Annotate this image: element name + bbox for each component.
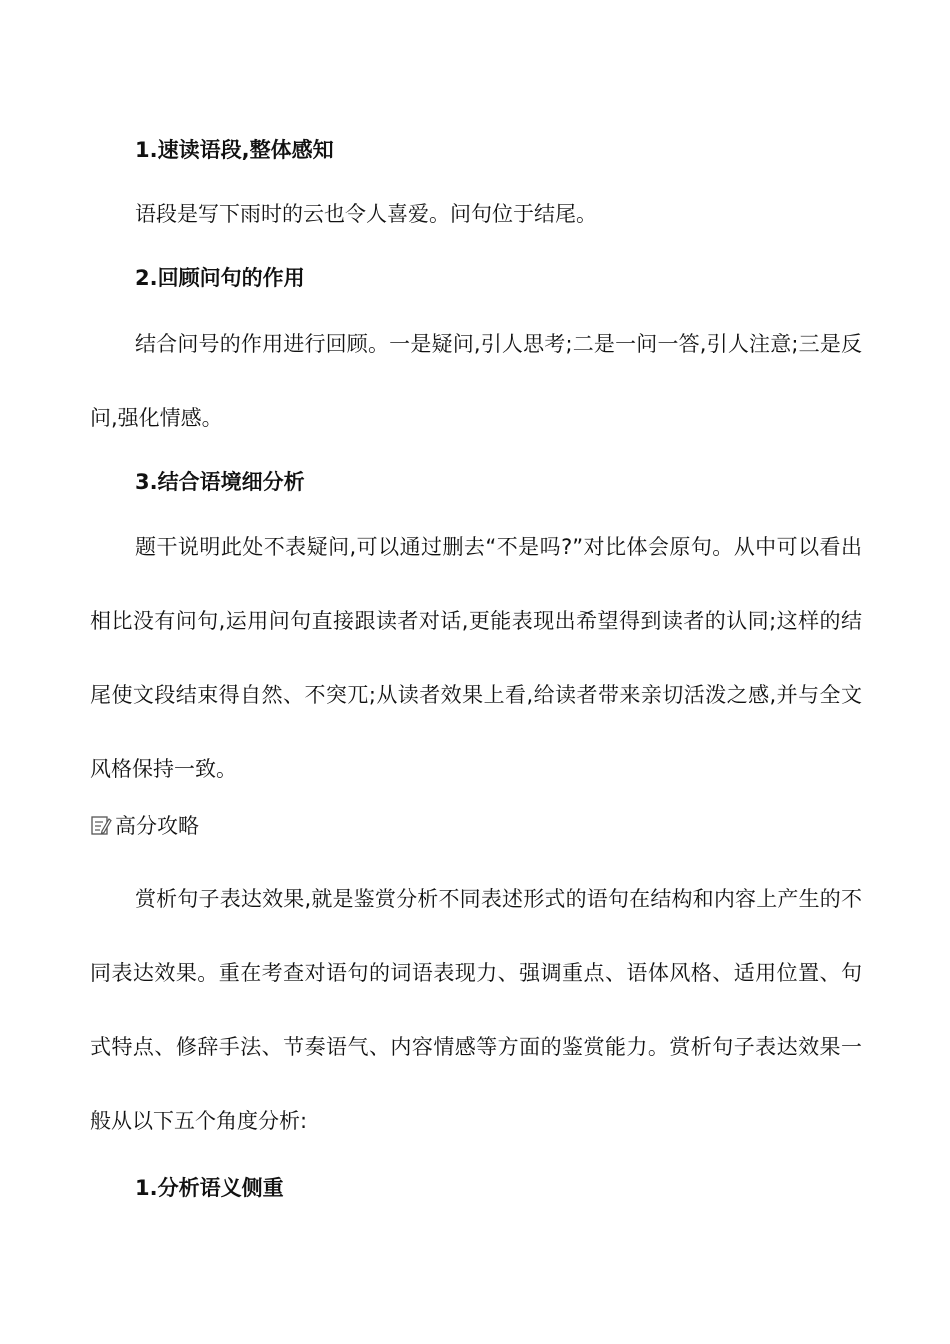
section-text-3: 题干说明此处不表疑问,可以通过删去“不是吗?”对比体会原句。从中可以看出相比没有问句,运用问句直接跟读者对话,更能表现出希望得到读者的认同;这样的结尾使文段结束得自然、不突兀;从读者效果上看,给读者带来亲切活泼之感,并与全文风格保持一致。 xyxy=(90,535,862,781)
section-text-2: 结合问号的作用进行回顾。一是疑问,引人思考;二是一问一答,引人注意;三是反问,强化情感。 xyxy=(90,332,862,430)
section-heading-1: 1.速读语段,整体感知 xyxy=(135,138,334,162)
note-edit-icon xyxy=(90,814,112,836)
section-heading-4: 1.分析语义侧重 xyxy=(135,1176,284,1200)
tips-label: 高分攻略 xyxy=(115,814,199,838)
tips-text: 赏析句子表达效果,就是鉴赏分析不同表述形式的语句在结构和内容上产生的不同表达效果。重在考查对语句的词语表现力、强调重点、语体风格、适用位置、句式特点、修辞手法、节奏语气、内容情感等方面的鉴赏能力。赏析句子表达效果一般从以下五个角度分析: xyxy=(90,887,862,1133)
document-page xyxy=(90,0,862,1344)
section-heading-2: 2.回顾问句的作用 xyxy=(135,266,305,290)
section-heading-3: 3.结合语境细分析 xyxy=(135,470,305,494)
tips-header xyxy=(90,810,199,840)
section-text-1: 语段是写下雨时的云也令人喜爱。问句位于结尾。 xyxy=(135,202,597,226)
